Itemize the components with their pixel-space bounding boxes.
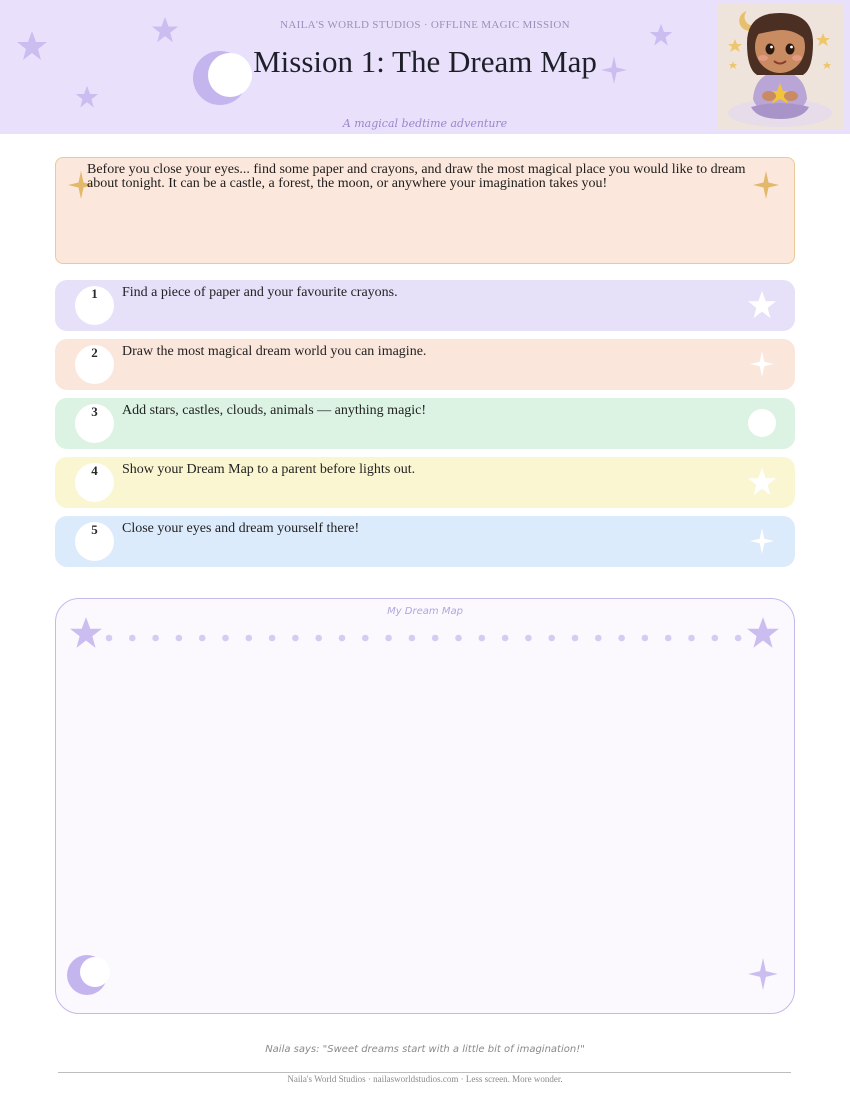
divider-dot [246, 635, 253, 642]
star-icon [69, 616, 103, 650]
step-item [55, 339, 795, 390]
dotted-divider [104, 634, 744, 642]
star-icon [746, 616, 780, 650]
divider-dot [385, 635, 392, 642]
divider-dot [362, 635, 369, 642]
intro-text: Before you close your eyes... find some paper and crayons, and draw the most magical place you would like to dream about tonight. It can be a castle, a forest, the moon, or anywhere your imagination takes you! [87, 162, 746, 191]
star-icon [747, 467, 777, 497]
step-number: 2 [91, 345, 98, 360]
dream-map-label: My Dream Map [387, 606, 463, 617]
divider-dot [455, 635, 462, 642]
page-subtitle: A magical bedtime adventure [342, 117, 508, 130]
divider-dot [548, 635, 555, 642]
step-item [55, 457, 795, 508]
divider-dot [688, 635, 695, 642]
naila-portrait-image [717, 3, 843, 129]
divider-dot [572, 635, 579, 642]
step-number: 5 [91, 522, 98, 537]
step-text: Close your eyes and dream yourself there! [122, 521, 360, 536]
divider-dot [199, 635, 206, 642]
step-number: 1 [91, 286, 98, 301]
divider-dot [595, 635, 602, 642]
star-icon [747, 290, 777, 320]
step-text: Add stars, castles, clouds, animals — anything magic! [122, 403, 427, 418]
divider-dot [409, 635, 416, 642]
divider-dot [618, 635, 625, 642]
moon-icon [66, 954, 112, 996]
divider-dot [152, 635, 159, 642]
divider-dot [292, 635, 299, 642]
page-title: Mission 1: The Dream Map [253, 44, 597, 79]
step-number: 4 [91, 463, 98, 478]
footer-divider [58, 1072, 791, 1073]
divider-dot [129, 635, 136, 642]
divider-dot [502, 635, 509, 642]
step-item [55, 398, 795, 449]
divider-dot [222, 635, 229, 642]
step-number: 3 [91, 404, 98, 419]
sparkle-icon [747, 349, 777, 379]
divider-dot [665, 635, 672, 642]
sparkle-icon [747, 526, 777, 556]
divider-dot [525, 635, 532, 642]
step-text: Show your Dream Map to a parent before lights out. [122, 462, 416, 477]
star-icon [75, 85, 99, 109]
header-banner [0, 0, 850, 134]
divider-dot [315, 635, 322, 642]
naila-quote: Naila says: "Sweet dreams start with a little bit of imagination!" [265, 1044, 585, 1055]
studio-tagline: NAILA'S WORLD STUDIOS · OFFLINE MAGIC MISSION [280, 19, 570, 31]
step-text: Draw the most magical dream world you can imagine. [122, 344, 427, 359]
divider-dot [479, 635, 486, 642]
divider-dot [712, 635, 719, 642]
step-text: Find a piece of paper and your favourite crayons. [122, 285, 398, 300]
sparkle-icon [748, 958, 778, 990]
circle-icon [747, 408, 777, 438]
step-item [55, 280, 795, 331]
divider-dot [176, 635, 183, 642]
divider-dot [269, 635, 276, 642]
intro-box [55, 157, 795, 264]
footer-line: Naila's World Studios · nailasworldstudios.com · Less screen. More wonder. [287, 1074, 563, 1084]
step-item [55, 516, 795, 567]
divider-dot [106, 635, 113, 642]
divider-dot [735, 635, 742, 642]
divider-dot [339, 635, 346, 642]
divider-dot [432, 635, 439, 642]
divider-dot [642, 635, 649, 642]
dream-map-drawing-area [55, 598, 795, 1014]
